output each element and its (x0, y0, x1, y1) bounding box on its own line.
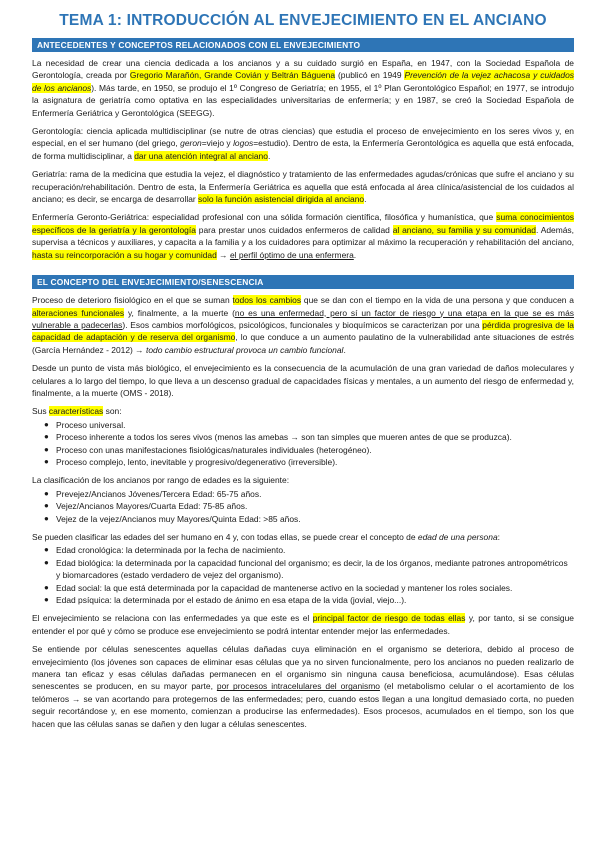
italic-edad-persona: edad de una persona (417, 532, 498, 542)
bullet-icon: ● (44, 488, 49, 498)
highlight-funcion-asistencial: solo la función asistencial dirigida al anciano (198, 194, 365, 205)
text-span: Proceso de deterioro fisiológico en el que se suman (32, 295, 233, 306)
bullet-icon: ● (44, 432, 49, 442)
highlight-founders: Gregorio Marañón, Grande Covián y Beltrán Báguena (129, 70, 336, 81)
underline-no-enfermedad: no es una enfermedad, pero sí un factor de riesgo y una etapa en la que se es más vulnerable a padecerlas (32, 307, 574, 330)
characteristics-list (32, 419, 574, 469)
characteristics-intro (32, 405, 574, 417)
highlight-todos-cambios: todos los cambios (232, 295, 302, 306)
paragraph-geriatria (32, 168, 574, 205)
classification-intro: La clasificación de los ancianos por rango de edades es la siguiente: (32, 475, 290, 486)
bullet-icon: ● (44, 419, 49, 429)
section-heading-antecedentes: ANTECEDENTES Y CONCEPTOS RELACIONADOS CON EL ENVEJECIMIENTO (32, 38, 574, 52)
list-item (44, 419, 574, 431)
list-item (44, 456, 574, 468)
list-item-text: Edad social: la que está determinada por la capacidad de mantenerse activo en la sociedad y mantener los roles sociales. (56, 582, 513, 593)
text-span: . (267, 150, 271, 161)
list-item (44, 500, 574, 512)
list-item-text: Edad biológica: la determinada por la capacidad funcional del organismo; es decir, la de los órganos, mediante patrones antropométricos y biomarcadores (estado verdadero de vejez del organismo). (56, 557, 568, 581)
paragraph-enfermeria-geronto-geriatrica (32, 211, 574, 261)
text-span: Gerontología: ciencia aplicada multidisciplinar (se nutre de otras ciencias) que estudia el proceso de envejecimiento en los seres vivos y, en especial, en el ser humano (del griego, (32, 126, 574, 149)
bullet-icon: ● (44, 513, 49, 523)
bullet-icon: ● (44, 557, 49, 567)
bullet-icon: ● (44, 582, 49, 592)
list-item (44, 544, 574, 556)
highlight-reincorporacion: hasta su reincorporación a su hogar y comunidad (32, 249, 217, 260)
spacer (32, 267, 574, 275)
classification-list (32, 488, 574, 525)
text-span: Se entiende por células senescentes aquellas células dañadas cuya eliminación en el organismo se deteriora, debido al proceso de envejecimiento (los jóvenes son capaces de eliminar esas células que ya no sirven funcionalmente, pero los ancianos no pueden realizarlo de manera tan eficaz y esas células dañadas permanecen en el organismo sin ninguna causa beneficiosa, acumulándose). Esas células senescentes se producen, en su mayor parte, (32, 644, 574, 692)
text-span: para prestar unos cuidados enfermeros de calidad (195, 224, 393, 235)
underline-perfil-optimo: el perfil óptimo de una enfermera (229, 249, 354, 260)
paragraph-antecedentes (32, 57, 574, 119)
list-item (44, 582, 574, 594)
list-item-text: Edad psíquica: la determinada por el estado de ánimo en esa etapa de la vida (jovial, viejo...). (56, 595, 407, 606)
paragraph-gerontologia (32, 125, 574, 162)
text-span: y, por tanto, si se consigue entender el por qué y cómo se produce ese envejecimiento se podrá intentar entender mejor las enfermedades. (32, 613, 574, 636)
term-geron: geron (180, 138, 202, 149)
highlight-factor-riesgo: principal factor de riesgo de todas ellas (312, 613, 466, 624)
list-item (44, 488, 574, 500)
list-item-text: Prevejez/Ancianos Jóvenes/Tercera Edad: 65-75 años. (56, 488, 262, 499)
text-span: Geriatría: rama de la medicina que estudia la vejez, el diagnóstico y tratamiento de las enfermedades agudas/crónicas que sufre el anciano y su recuperación/rehabilitación. Dentro de esta, la Enfermería Geriátrica es aquella que está enfocada al área clínica/asistencial de los cuidados al anciano; es decir, se encarga de desarrollar (32, 169, 574, 205)
ages-list (32, 544, 574, 606)
text-span: , lo que conduce a un aumento paulatino de la vulnerabilidad ante situaciones de estrés (García Hernández - 2012) → (32, 332, 574, 355)
list-item (44, 557, 574, 582)
paragraph-proceso-deterioro (32, 294, 574, 356)
bullet-icon: ● (44, 456, 49, 466)
text-span: y, finalmente, a la muerte ( (124, 307, 235, 318)
text-span: Sus (32, 406, 49, 417)
text-span: ). Más tarde, en 1950, se produjo el 1º Congreso de Geriatría; en 1955, el 1º Plan Gerontológico Español; en 1977, se introdujo la asignatura de geriatría como optativa en las especialidades universitarias de enfermería; y en 1987, se creó la Sociedad Española de Enfermería Geriátrica y Gerontológica (SEEGG). (32, 82, 574, 118)
text-span: =estudio). Dentro de esta, la Enfermería Gerontológica es aquella que está enfocada, de forma multidisciplinar, a (32, 138, 575, 161)
text-span: . (364, 194, 367, 205)
list-item-text: Proceso complejo, lento, inevitable y progresivo/degenerativo (irreversible). (56, 456, 338, 467)
italic-cambio-funcional: todo cambio estructural provoca un cambio funcional (145, 344, 344, 355)
paragraph-celulas-senescentes (32, 643, 574, 730)
list-item-text: Vejez/Ancianos Mayores/Cuarta Edad: 75-85 años. (56, 501, 248, 512)
text-span: son: (103, 406, 122, 417)
bullet-icon: ● (44, 501, 49, 511)
page-title: TEMA 1: INTRODUCCIÓN AL ENVEJECIMIENTO EN EL ANCIANO (59, 12, 547, 29)
underline-procesos-intracelulares: por procesos intracelulares del organismo (216, 681, 380, 692)
list-item-text: Proceso inherente a todos los seres vivos (menos las amebas → son tan simples que mueren antes de que se produzca). (56, 432, 512, 443)
text-span: . (343, 344, 346, 355)
bullet-icon: ● (44, 545, 49, 555)
highlight-conocimientos: suma conocimientos específicos de la geriatría y la gerontología (32, 212, 574, 235)
text-span: ). Esos cambios morfológicos, psicológicos, funcionales y bioquímicos se caracterizan por una (122, 319, 483, 330)
term-logos: logos (233, 138, 254, 149)
list-item (44, 431, 574, 443)
highlight-anciano-familia: al anciano, su familia y su comunidad (392, 224, 536, 235)
list-item (44, 594, 574, 606)
bullet-icon: ● (44, 595, 49, 605)
text-span: (el metabolismo celular o el acortamiento de los telómeros → se van acortando para protegernos de las enfermedades; pero, cuando estos llegan a una longitud demasiado corta, no pueden seguir recortándose y, en ese momento, comienzan a producirse las enfermedades). Esos procesos, acumulados en el tiempo, son los que hacen que las células sanas se dañen y den lugar a células senescentes. (32, 681, 574, 729)
ages-intro (32, 531, 574, 543)
list-item (44, 513, 574, 525)
section-heading-envejecimiento: EL CONCEPTO DEL ENVEJECIMIENTO/SENESCENCIA (32, 275, 574, 289)
list-item-text: Proceso universal. (56, 419, 126, 430)
list-item-text: Vejez de la vejez/Ancianos muy Mayores/Quinta Edad: >85 años. (56, 513, 301, 524)
text-span: (publicó en 1949 (335, 70, 405, 81)
text-span: . (353, 249, 357, 260)
highlight-perdida-progresiva: pérdida progresiva de la capacidad de adaptación y de reserva del organismo (32, 319, 575, 343)
highlight-caracteristicas: características (48, 406, 104, 417)
list-item (44, 444, 574, 456)
text-span: Se pueden clasificar las edades del ser humano en 4 y, con todas ellas, se puede crear el concepto de (32, 532, 418, 542)
paragraph-punto-biologico: Desde un punto de vista más biológico, el envejecimiento es la consecuencia de la acumulación de una gran variedad de daños moleculares y celulares a lo largo del tiempo, lo que lleva a un descenso gradual de capacidades físicas y mentales, a un aumento del riesgo de enfermedad y, finalmente, a la muerte (OMS - 2018). (32, 363, 574, 398)
arrow-text: → (216, 249, 230, 260)
text-span: La necesidad de crear una ciencia dedicada a los ancianos y a su cuidado surgió en España, en 1947, con la Sociedad Española de Gerontología, creada por (32, 58, 574, 81)
text-span: El envejecimiento se relaciona con las enfermedades ya que este es el (32, 613, 313, 624)
text-span: . Además, supervisa a técnicos y auxiliares, y capacita a la familia y a los cuidadores para optimizar al máximo la recuperación y rehabilitación del anciano, (32, 224, 574, 248)
text-span: =viejo y (201, 138, 234, 149)
paragraph-factor-riesgo (32, 612, 574, 637)
text-span: Enfermería Geronto-Geriátrica: especialidad profesional con una sólida formación científica, filosófica y humanística, que (32, 212, 497, 223)
list-item-text: Proceso con unas manifestaciones fisiológicas/naturales individuales (heterogéneo). (56, 444, 372, 455)
highlight-book-title: Prevención de la vejez achacosa y cuidados de los ancianos (32, 70, 575, 93)
list-item-text: Edad cronológica: la determinada por la fecha de nacimiento. (56, 545, 286, 556)
text-span: : (497, 532, 500, 542)
highlight-alteraciones: alteraciones funcionales (32, 307, 125, 318)
text-span: que se dan con el tiempo en la vida de una persona y que conducen a (301, 295, 574, 306)
bullet-icon: ● (44, 444, 49, 454)
highlight-atencion-integral: dar una atención integral al anciano (134, 150, 268, 161)
